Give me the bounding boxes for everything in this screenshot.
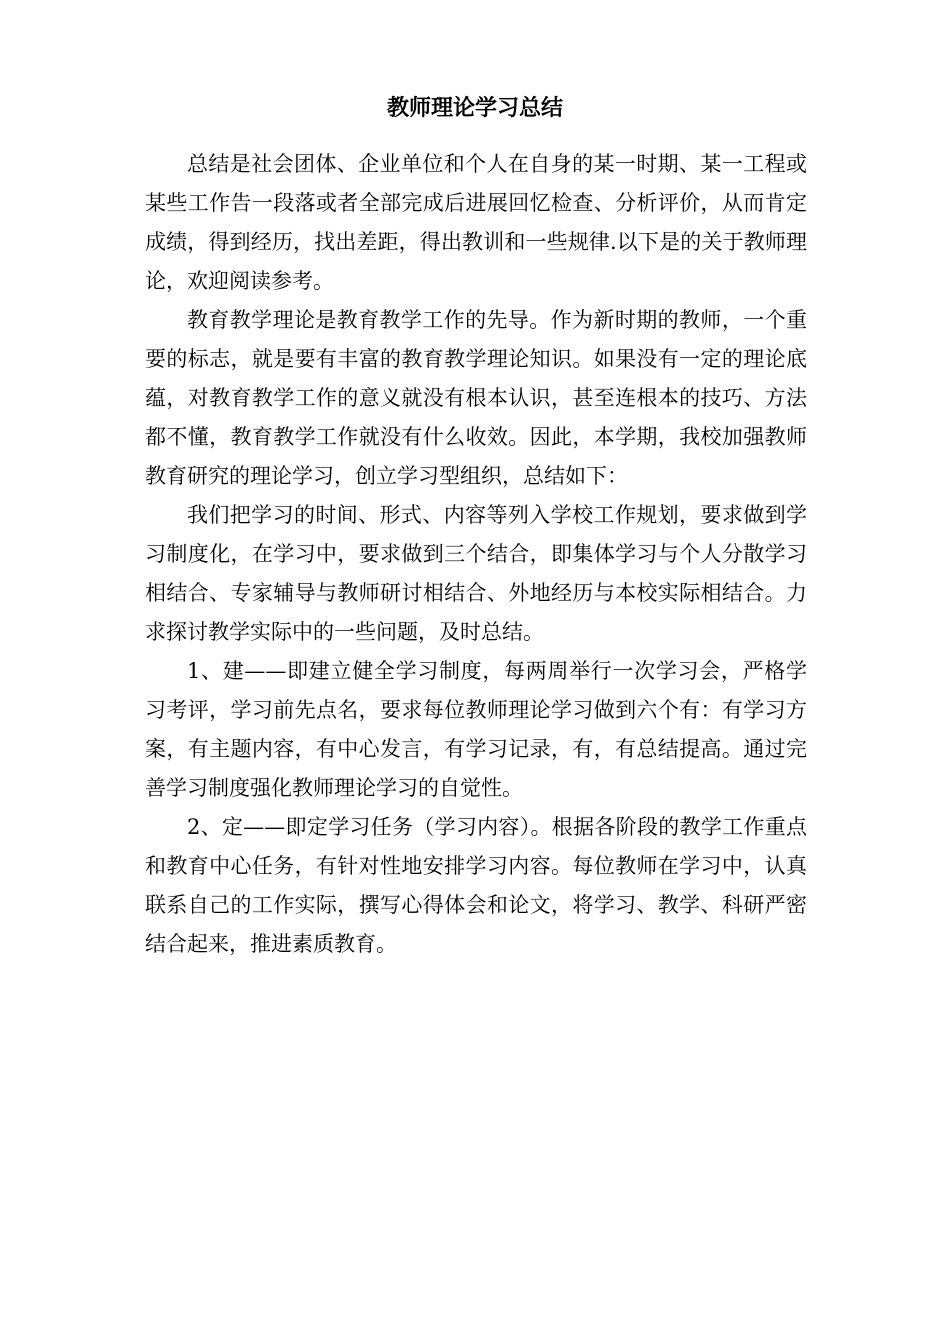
paragraph-item-2: 2、定——即定学习任务（学习内容）。根据各阶段的教学工作重点和教育中心任务，有针对性地安排学习内容。每位教师在学习中，认真联系自己的工作实际，撰写心得体会和论文，将学习、教学、科研严密结合起来，推进素质教育。 (145, 815, 807, 956)
paragraph-theory: 教育教学理论是教育教学工作的先导。作为新时期的教师，一个重要的标志，就是要有丰富的教育教学理论知识。如果没有一定的理论底蕴，对教育教学工作的意义就没有根本认识，甚至连根本的技巧、方法都不懂，教育教学工作就没有什么收效。因此，本学期，我校加强教师教育研究的理论学习，创立学习型组织，总结如下： (145, 308, 807, 488)
document-body (145, 145, 807, 964)
paragraph-study-plan: 我们把学习的时间、形式、内容等列入学校工作规划，要求做到学习制度化，在学习中，要求做到三个结合，即集体学习与个人分散学习相结合、专家辅导与教师研讨相结合、外地经历与本校实际相结合。力求探讨教学实际中的一些问题，及时总结。 (145, 503, 807, 644)
document-title: 教师理论学习总结 (386, 96, 563, 121)
paragraph-intro: 总结是社会团体、企业单位和个人在自身的某一时期、某一工程或某些工作告一段落或者全部完成后进展回忆检查、分析评价，从而肯定成绩，得到经历，找出差距，得出教训和一些规律.以下是的关于教师理论，欢迎阅读参考。 (145, 152, 807, 293)
paragraph-item-1: 1、建——即建立健全学习制度，每两周举行一次学习会，严格学习考评，学习前先点名，要求每位教师理论学习做到六个有：有学习方案，有主题内容，有中心发言，有学习记录，有，有总结提高。通过完善学习制度强化教师理论学习的自觉性。 (145, 659, 807, 800)
